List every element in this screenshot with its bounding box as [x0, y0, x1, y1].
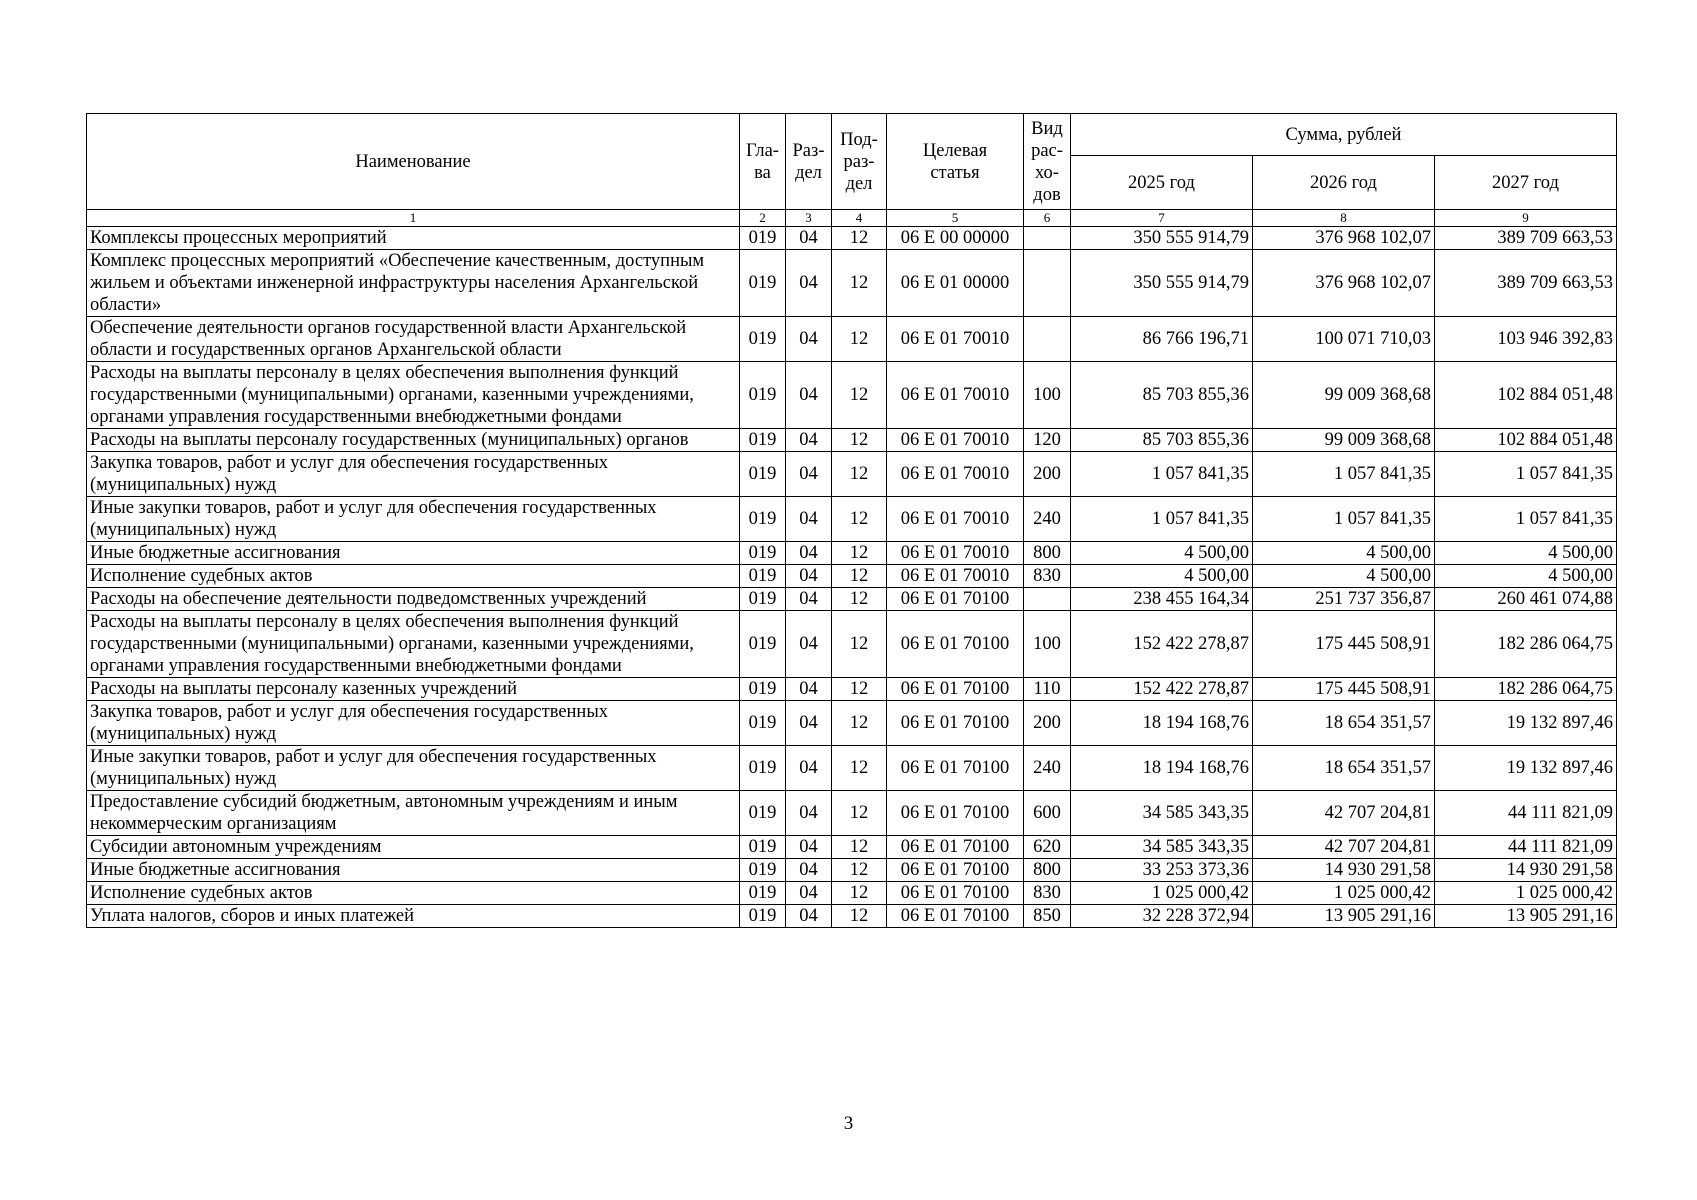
row-expense-type-cell	[1024, 317, 1071, 362]
row-chapter-cell: 019	[740, 250, 786, 317]
row-amount-2025-cell: 86 766 196,71	[1071, 317, 1253, 362]
row-section-cell: 04	[786, 452, 832, 497]
row-chapter-cell: 019	[740, 836, 786, 859]
col-index: 9	[1435, 210, 1617, 227]
row-target-article-cell: 06 Е 01 70010	[887, 452, 1024, 497]
row-amount-2026-cell: 4 500,00	[1253, 565, 1435, 588]
row-chapter-cell: 019	[740, 497, 786, 542]
row-amount-2025-cell: 152 422 278,87	[1071, 611, 1253, 678]
row-subsection-cell: 12	[832, 836, 887, 859]
row-subsection-cell: 12	[832, 250, 887, 317]
row-target-article-cell: 06 Е 01 70100	[887, 588, 1024, 611]
table-row	[87, 452, 1617, 497]
row-expense-type-cell: 620	[1024, 836, 1071, 859]
row-subsection-cell: 12	[832, 882, 887, 905]
row-chapter-cell: 019	[740, 791, 786, 836]
col-index: 5	[887, 210, 1024, 227]
header-section: Раз- дел	[786, 114, 832, 210]
row-name-cell: Закупка товаров, работ и услуг для обеспечения государственных (муниципальных) нужд	[87, 452, 740, 497]
row-amount-2027-cell: 14 930 291,58	[1435, 859, 1617, 882]
table-row	[87, 746, 1617, 791]
row-chapter-cell: 019	[740, 882, 786, 905]
row-amount-2026-cell: 99 009 368,68	[1253, 429, 1435, 452]
row-amount-2025-cell: 350 555 914,79	[1071, 227, 1253, 250]
row-subsection-cell: 12	[832, 497, 887, 542]
row-amount-2025-cell: 85 703 855,36	[1071, 362, 1253, 429]
table-row	[87, 611, 1617, 678]
row-amount-2025-cell: 1 025 000,42	[1071, 882, 1253, 905]
row-section-cell: 04	[786, 859, 832, 882]
row-amount-2026-cell: 376 968 102,07	[1253, 227, 1435, 250]
row-amount-2027-cell: 182 286 064,75	[1435, 678, 1617, 701]
row-section-cell: 04	[786, 882, 832, 905]
row-target-article-cell: 06 Е 01 00000	[887, 250, 1024, 317]
row-name-cell: Расходы на выплаты персоналу казенных учреждений	[87, 678, 740, 701]
table-row	[87, 497, 1617, 542]
row-section-cell: 04	[786, 565, 832, 588]
row-amount-2027-cell: 103 946 392,83	[1435, 317, 1617, 362]
row-chapter-cell: 019	[740, 362, 786, 429]
row-target-article-cell: 06 Е 01 70100	[887, 882, 1024, 905]
row-amount-2026-cell: 376 968 102,07	[1253, 250, 1435, 317]
row-name-cell: Комплексы процессных мероприятий	[87, 227, 740, 250]
col-index: 8	[1253, 210, 1435, 227]
row-name-cell: Иные бюджетные ассигнования	[87, 542, 740, 565]
header-subsection: Под- раз- дел	[832, 114, 887, 210]
row-target-article-cell: 06 Е 01 70100	[887, 905, 1024, 928]
row-section-cell: 04	[786, 905, 832, 928]
budget-sheet	[86, 113, 1616, 928]
row-amount-2025-cell: 152 422 278,87	[1071, 678, 1253, 701]
col-index: 6	[1024, 210, 1071, 227]
row-name-cell: Уплата налогов, сборов и иных платежей	[87, 905, 740, 928]
row-section-cell: 04	[786, 227, 832, 250]
header-expense-type: Вид рас- хо- дов	[1024, 114, 1071, 210]
row-expense-type-cell: 850	[1024, 905, 1071, 928]
row-amount-2027-cell: 13 905 291,16	[1435, 905, 1617, 928]
budget-table	[86, 113, 1617, 928]
row-amount-2025-cell: 33 253 373,36	[1071, 859, 1253, 882]
row-name-cell: Исполнение судебных актов	[87, 565, 740, 588]
row-subsection-cell: 12	[832, 611, 887, 678]
row-target-article-cell: 06 Е 01 70100	[887, 791, 1024, 836]
row-target-article-cell: 06 Е 01 70100	[887, 611, 1024, 678]
row-amount-2027-cell: 260 461 074,88	[1435, 588, 1617, 611]
row-expense-type-cell: 120	[1024, 429, 1071, 452]
row-subsection-cell: 12	[832, 746, 887, 791]
row-chapter-cell: 019	[740, 227, 786, 250]
column-index-row	[87, 210, 1617, 227]
row-chapter-cell: 019	[740, 565, 786, 588]
table-row	[87, 362, 1617, 429]
row-subsection-cell: 12	[832, 452, 887, 497]
row-amount-2027-cell: 4 500,00	[1435, 542, 1617, 565]
row-expense-type-cell: 800	[1024, 859, 1071, 882]
row-amount-2027-cell: 182 286 064,75	[1435, 611, 1617, 678]
row-expense-type-cell: 240	[1024, 497, 1071, 542]
row-amount-2025-cell: 1 057 841,35	[1071, 497, 1253, 542]
row-expense-type-cell: 830	[1024, 882, 1071, 905]
row-chapter-cell: 019	[740, 905, 786, 928]
table-row	[87, 678, 1617, 701]
col-index: 7	[1071, 210, 1253, 227]
row-chapter-cell: 019	[740, 542, 786, 565]
row-section-cell: 04	[786, 701, 832, 746]
row-chapter-cell: 019	[740, 746, 786, 791]
row-amount-2026-cell: 175 445 508,91	[1253, 678, 1435, 701]
row-section-cell: 04	[786, 611, 832, 678]
row-amount-2026-cell: 42 707 204,81	[1253, 836, 1435, 859]
header-sum: Сумма, рублей	[1071, 114, 1617, 156]
row-name-cell: Расходы на выплаты персоналу в целях обеспечения выполнения функций государственными (муниципальными) органами, казенными учреждениями, органами управления государственными внебюджетными фондами	[87, 362, 740, 429]
row-name-cell: Иные закупки товаров, работ и услуг для обеспечения государственных (муниципальных) нужд	[87, 746, 740, 791]
row-target-article-cell: 06 Е 01 70010	[887, 565, 1024, 588]
row-expense-type-cell: 200	[1024, 701, 1071, 746]
row-subsection-cell: 12	[832, 859, 887, 882]
table-row	[87, 882, 1617, 905]
row-amount-2025-cell: 350 555 914,79	[1071, 250, 1253, 317]
row-target-article-cell: 06 Е 01 70100	[887, 836, 1024, 859]
row-target-article-cell: 06 Е 01 70100	[887, 746, 1024, 791]
row-amount-2027-cell: 44 111 821,09	[1435, 791, 1617, 836]
col-index: 4	[832, 210, 887, 227]
row-expense-type-cell	[1024, 588, 1071, 611]
row-subsection-cell: 12	[832, 227, 887, 250]
table-row	[87, 317, 1617, 362]
table-row	[87, 588, 1617, 611]
header-year-2026: 2026 год	[1253, 156, 1435, 210]
row-amount-2027-cell: 102 884 051,48	[1435, 362, 1617, 429]
row-subsection-cell: 12	[832, 791, 887, 836]
row-amount-2027-cell: 1 025 000,42	[1435, 882, 1617, 905]
row-amount-2027-cell: 389 709 663,53	[1435, 227, 1617, 250]
row-section-cell: 04	[786, 791, 832, 836]
row-amount-2025-cell: 238 455 164,34	[1071, 588, 1253, 611]
header-year-2025: 2025 год	[1071, 156, 1253, 210]
row-target-article-cell: 06 Е 01 70010	[887, 497, 1024, 542]
row-target-article-cell: 06 Е 01 70100	[887, 859, 1024, 882]
row-target-article-cell: 06 Е 01 70010	[887, 429, 1024, 452]
row-amount-2025-cell: 85 703 855,36	[1071, 429, 1253, 452]
row-section-cell: 04	[786, 250, 832, 317]
row-subsection-cell: 12	[832, 362, 887, 429]
row-name-cell: Обеспечение деятельности органов государственной власти Архангельской области и государственных органов Архангельской области	[87, 317, 740, 362]
table-row	[87, 859, 1617, 882]
row-amount-2025-cell: 18 194 168,76	[1071, 701, 1253, 746]
row-amount-2025-cell: 1 057 841,35	[1071, 452, 1253, 497]
table-row	[87, 565, 1617, 588]
header-target-article: Целевая статья	[887, 114, 1024, 210]
table-row	[87, 542, 1617, 565]
row-name-cell: Закупка товаров, работ и услуг для обеспечения государственных (муниципальных) нужд	[87, 701, 740, 746]
header-chapter: Гла- ва	[740, 114, 786, 210]
row-amount-2025-cell: 4 500,00	[1071, 542, 1253, 565]
row-name-cell: Исполнение судебных актов	[87, 882, 740, 905]
row-subsection-cell: 12	[832, 542, 887, 565]
row-name-cell: Предоставление субсидий бюджетным, автономным учреждениям и иным некоммерческим организациям	[87, 791, 740, 836]
row-name-cell: Иные бюджетные ассигнования	[87, 859, 740, 882]
table-row	[87, 227, 1617, 250]
row-amount-2026-cell: 18 654 351,57	[1253, 701, 1435, 746]
row-section-cell: 04	[786, 542, 832, 565]
row-amount-2026-cell: 42 707 204,81	[1253, 791, 1435, 836]
row-amount-2025-cell: 34 585 343,35	[1071, 836, 1253, 859]
row-subsection-cell: 12	[832, 701, 887, 746]
row-target-article-cell: 06 Е 01 70010	[887, 362, 1024, 429]
row-amount-2026-cell: 251 737 356,87	[1253, 588, 1435, 611]
row-target-article-cell: 06 Е 01 70100	[887, 701, 1024, 746]
row-amount-2026-cell: 13 905 291,16	[1253, 905, 1435, 928]
row-expense-type-cell: 800	[1024, 542, 1071, 565]
row-name-cell: Расходы на выплаты персоналу государственных (муниципальных) органов	[87, 429, 740, 452]
row-subsection-cell: 12	[832, 429, 887, 452]
header-name: Наименование	[87, 114, 740, 210]
row-amount-2026-cell: 99 009 368,68	[1253, 362, 1435, 429]
row-section-cell: 04	[786, 678, 832, 701]
row-target-article-cell: 06 Е 01 70010	[887, 317, 1024, 362]
row-amount-2027-cell: 389 709 663,53	[1435, 250, 1617, 317]
row-section-cell: 04	[786, 317, 832, 362]
row-target-article-cell: 06 Е 01 70100	[887, 678, 1024, 701]
row-amount-2026-cell: 1 025 000,42	[1253, 882, 1435, 905]
row-expense-type-cell: 830	[1024, 565, 1071, 588]
row-name-cell: Комплекс процессных мероприятий «Обеспечение качественным, доступным жильем и объектами инженерной инфраструктуры населения Архангельской области»	[87, 250, 740, 317]
row-amount-2026-cell: 175 445 508,91	[1253, 611, 1435, 678]
col-index: 2	[740, 210, 786, 227]
row-amount-2026-cell: 18 654 351,57	[1253, 746, 1435, 791]
row-chapter-cell: 019	[740, 317, 786, 362]
row-subsection-cell: 12	[832, 588, 887, 611]
row-expense-type-cell: 200	[1024, 452, 1071, 497]
col-index: 1	[87, 210, 740, 227]
row-subsection-cell: 12	[832, 905, 887, 928]
row-chapter-cell: 019	[740, 611, 786, 678]
row-amount-2026-cell: 4 500,00	[1253, 542, 1435, 565]
row-amount-2027-cell: 44 111 821,09	[1435, 836, 1617, 859]
row-target-article-cell: 06 Е 00 00000	[887, 227, 1024, 250]
table-row	[87, 905, 1617, 928]
row-expense-type-cell: 110	[1024, 678, 1071, 701]
row-amount-2025-cell: 18 194 168,76	[1071, 746, 1253, 791]
row-section-cell: 04	[786, 588, 832, 611]
row-amount-2027-cell: 4 500,00	[1435, 565, 1617, 588]
row-expense-type-cell	[1024, 227, 1071, 250]
table-row	[87, 429, 1617, 452]
row-section-cell: 04	[786, 746, 832, 791]
row-chapter-cell: 019	[740, 678, 786, 701]
row-amount-2026-cell: 1 057 841,35	[1253, 497, 1435, 542]
table-row	[87, 791, 1617, 836]
row-amount-2027-cell: 1 057 841,35	[1435, 497, 1617, 542]
row-amount-2025-cell: 4 500,00	[1071, 565, 1253, 588]
row-amount-2026-cell: 14 930 291,58	[1253, 859, 1435, 882]
row-chapter-cell: 019	[740, 429, 786, 452]
table-row	[87, 836, 1617, 859]
row-chapter-cell: 019	[740, 859, 786, 882]
row-expense-type-cell: 100	[1024, 362, 1071, 429]
header-year-2027: 2027 год	[1435, 156, 1617, 210]
table-row	[87, 250, 1617, 317]
row-section-cell: 04	[786, 836, 832, 859]
row-name-cell: Субсидии автономным учреждениям	[87, 836, 740, 859]
row-section-cell: 04	[786, 429, 832, 452]
row-subsection-cell: 12	[832, 678, 887, 701]
row-amount-2027-cell: 19 132 897,46	[1435, 746, 1617, 791]
row-amount-2027-cell: 1 057 841,35	[1435, 452, 1617, 497]
row-expense-type-cell: 240	[1024, 746, 1071, 791]
row-name-cell: Расходы на обеспечение деятельности подведомственных учреждений	[87, 588, 740, 611]
row-subsection-cell: 12	[832, 317, 887, 362]
row-chapter-cell: 019	[740, 452, 786, 497]
row-name-cell: Расходы на выплаты персоналу в целях обеспечения выполнения функций государственными (муниципальными) органами, казенными учреждениями, органами управления государственными внебюджетными фондами	[87, 611, 740, 678]
row-target-article-cell: 06 Е 01 70010	[887, 542, 1024, 565]
row-expense-type-cell: 600	[1024, 791, 1071, 836]
row-section-cell: 04	[786, 362, 832, 429]
row-amount-2025-cell: 34 585 343,35	[1071, 791, 1253, 836]
row-amount-2027-cell: 19 132 897,46	[1435, 701, 1617, 746]
row-amount-2027-cell: 102 884 051,48	[1435, 429, 1617, 452]
row-chapter-cell: 019	[740, 588, 786, 611]
row-name-cell: Иные закупки товаров, работ и услуг для обеспечения государственных (муниципальных) нужд	[87, 497, 740, 542]
row-expense-type-cell	[1024, 250, 1071, 317]
row-amount-2026-cell: 1 057 841,35	[1253, 452, 1435, 497]
row-expense-type-cell: 100	[1024, 611, 1071, 678]
row-chapter-cell: 019	[740, 701, 786, 746]
row-subsection-cell: 12	[832, 565, 887, 588]
col-index: 3	[786, 210, 832, 227]
row-section-cell: 04	[786, 497, 832, 542]
row-amount-2026-cell: 100 071 710,03	[1253, 317, 1435, 362]
row-amount-2025-cell: 32 228 372,94	[1071, 905, 1253, 928]
page-number: 3	[843, 1113, 854, 1134]
table-row	[87, 701, 1617, 746]
